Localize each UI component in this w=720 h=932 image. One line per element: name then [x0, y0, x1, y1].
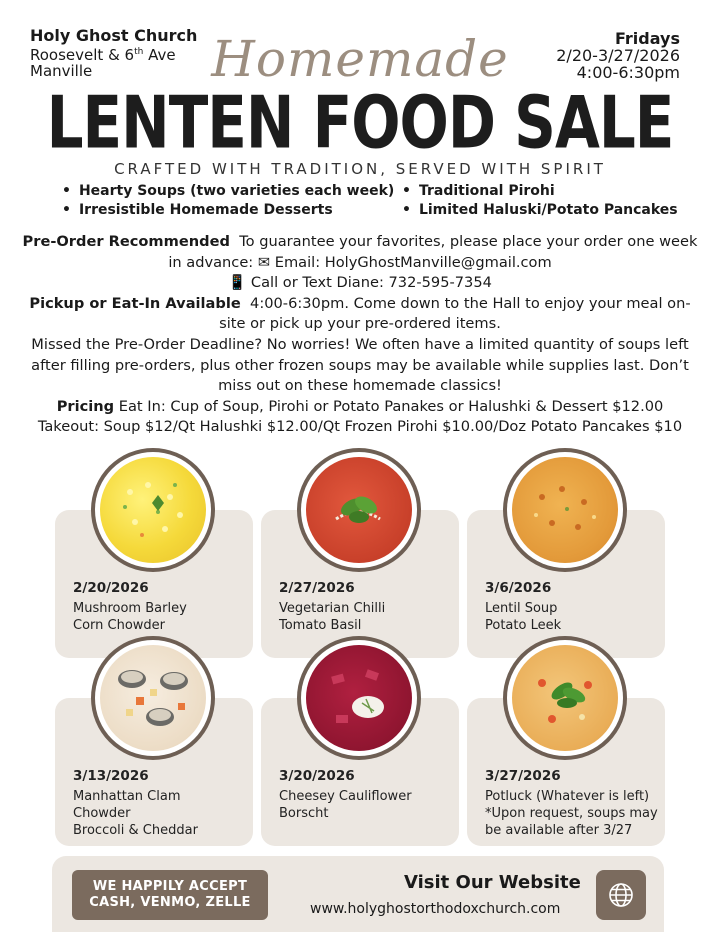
missed-paragraph: Missed the Pre-Order Deadline? No worries! We often have a limited quantity of soups left after filling pre-orders, plus other frozen soups may be available while supplies last. Don’t miss out on these homemade classics! [31, 335, 689, 395]
corn-chowder-image [91, 448, 215, 572]
week-date: 3/13/2026 [73, 768, 149, 784]
week-info [279, 768, 412, 822]
week-info [279, 580, 385, 634]
soup-note: *Upon request, soups may [485, 806, 658, 821]
vegetable-soup-image [503, 636, 627, 760]
soup-name: Borscht [279, 806, 329, 821]
church-address: Roosevelt & 6th Ave [30, 46, 176, 64]
soup-name: Mushroom Barley [73, 601, 187, 616]
phone-line [20, 273, 700, 294]
lentil-soup-image [503, 448, 627, 572]
website-link[interactable]: www.holyghostorthodoxchurch.com [310, 901, 561, 917]
preorder-text: To guarantee your favorites, please place your order one week in advance: [168, 233, 698, 271]
payment-badge: WE HAPPILY ACCEPT CASH, VENMO, ZELLE [72, 870, 268, 920]
church-town: Manville [30, 62, 93, 80]
church-name: Holy Ghost Church [30, 26, 198, 45]
borscht-image [297, 636, 421, 760]
feature-list [62, 183, 690, 218]
soup-name: Corn Chowder [73, 618, 166, 633]
sale-day: Fridays [615, 29, 680, 48]
list-item: • Traditional Pirohi [402, 183, 690, 199]
week-info [73, 580, 187, 634]
preorder-label: Pre-Order Recommended [22, 233, 230, 250]
preorder-paragraph [20, 232, 700, 273]
phone-number[interactable]: Call or Text Diane: 732-595-7354 [250, 274, 492, 292]
envelope-icon: ✉ [257, 253, 271, 271]
script-title: Homemade [211, 30, 509, 88]
tagline: CRAFTED WITH TRADITION, SERVED WITH SPIRIT [114, 160, 606, 178]
week-date: 3/6/2026 [485, 580, 552, 596]
list-item: • Irresistible Homemade Desserts [62, 202, 402, 218]
sale-date-range: 2/20-3/27/2026 [556, 46, 680, 65]
soup-name: Potluck (Whatever is left) [485, 789, 650, 804]
globe-icon[interactable] [596, 870, 646, 920]
week-date: 2/20/2026 [73, 580, 149, 596]
week-date: 3/27/2026 [485, 768, 561, 784]
week-info [73, 768, 198, 839]
week-info [485, 580, 561, 634]
soup-name: Chowder [73, 806, 131, 821]
pickup-paragraph [20, 294, 700, 335]
soup-name: Tomato Basil [279, 618, 362, 633]
soup-name: Potato Leek [485, 618, 562, 633]
soup-name: Cheesey Cauliflower [279, 789, 412, 804]
visit-website-label: Visit Our Website [404, 872, 581, 893]
tomato-basil-image [297, 448, 421, 572]
week-date: 3/20/2026 [279, 768, 355, 784]
soup-note: be available after 3/27 [485, 823, 633, 838]
soup-name: Broccoli & Cheddar [73, 823, 198, 838]
main-title: LENTEN FOOD SALE [46, 80, 674, 165]
soup-name: Manhattan Clam [73, 789, 181, 804]
soup-name: Lentil Soup [485, 601, 558, 616]
phone-icon: 📱 [228, 274, 247, 292]
week-date: 2/27/2026 [279, 580, 355, 596]
list-item: • Limited Haluski/Potato Pancakes [402, 202, 690, 218]
soup-name: Vegetarian Chilli [279, 601, 386, 616]
pickup-label: Pickup or Eat-In Available [29, 294, 241, 312]
footer [52, 856, 664, 932]
email-link[interactable]: Email: HolyGhostManville@gmail.com [274, 253, 552, 271]
pricing-eatin: Eat In: Cup of Soup, Pirohi or Potato Panakes or Halushki & Dessert $12.00 [118, 397, 664, 415]
clam-chowder-image [91, 636, 215, 760]
list-item: • Hearty Soups (two varieties each week) [62, 183, 402, 199]
week-info [485, 768, 658, 839]
pricing-label: Pricing [56, 397, 115, 415]
pricing-line [20, 397, 700, 418]
pickup-text: 4:00-6:30pm. Come down to the Hall to enjoy your meal on-site or pick up your pre-ordered items. [219, 294, 691, 333]
sale-time: 4:00-6:30pm [576, 63, 680, 82]
info-section [20, 232, 700, 438]
pricing-takeout: Takeout: Soup $12/Qt Halushki $12.00/Qt Frozen Pirohi $10.00/Doz Potato Pancakes $10 [37, 418, 683, 436]
